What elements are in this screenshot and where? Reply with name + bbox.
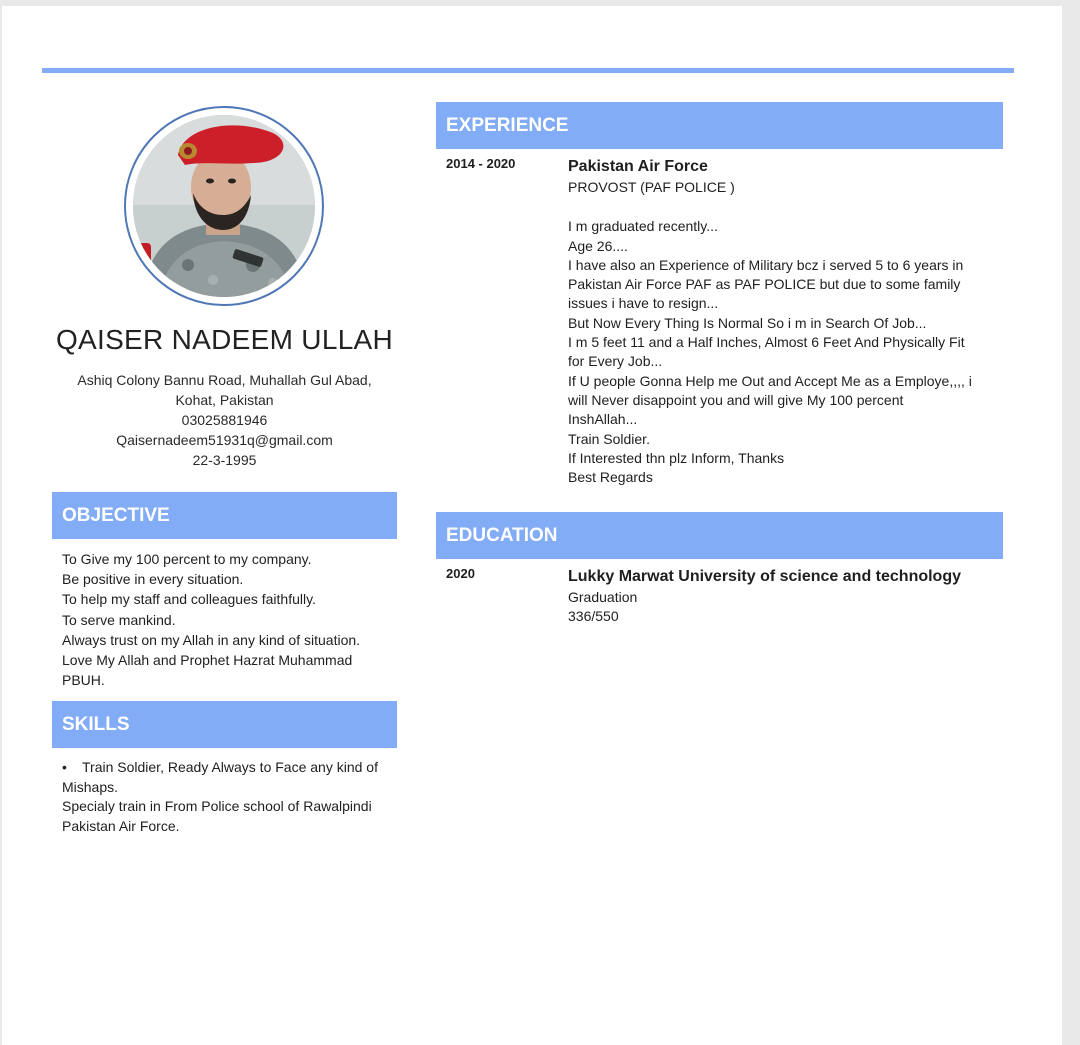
skill-line: Pakistan Air Force. [62,817,180,834]
bullet-icon: • [62,759,67,775]
experience-entry [436,156,1003,487]
description-line: will Never disappoint you and will give My 100 percent [568,391,904,408]
objective-line: Love My Allah and Prophet Hazrat Muhammad [62,652,353,669]
experience-detail [568,156,1003,487]
profile-photo [133,115,315,297]
experience-organization: Pakistan Air Force [568,158,708,175]
experience-description [568,217,1003,487]
education-institution: Lukky Marwat University of science and technology [568,568,961,585]
description-line: But Now Every Thing Is Normal So i m in Search Of Job... [568,314,927,331]
objective-heading: OBJECTIVE [52,492,397,539]
profile-photo-frame [124,106,324,306]
skills-section [52,701,397,836]
description-line: I m graduated recently... [568,218,718,235]
objective-line: To help my staff and colleagues faithfully. [62,591,316,608]
skill-line: Train Soldier, Ready Always to Face any kind of [82,759,378,775]
education-entry [436,566,1003,627]
experience-role: PROVOST (PAF POLICE ) [568,179,735,195]
objective-line: To Give my 100 percent to my company. [62,551,312,567]
skill-line: Specialy train in From Police school of Rawalpindi [62,798,372,814]
top-divider [42,68,1014,73]
description-line: Best Regards [568,469,653,486]
profile-photo-image [133,115,315,297]
date-of-birth: 22-3-1995 [192,452,257,468]
address-line-1: Ashiq Colony Bannu Road, Muhallah Gul Abad, [77,372,372,388]
description-line: Train Soldier. [568,430,650,447]
objective-line: To serve mankind. [62,611,176,628]
description-line: Age 26.... [568,237,628,254]
description-line: issues i have to resign... [568,295,719,312]
education-degree: Graduation [568,589,638,605]
skill-line: Mishaps. [62,778,119,795]
description-line: for Every Job... [568,353,663,370]
education-section [436,512,1003,627]
right-column [436,102,1003,625]
description-line: Pakistan Air Force PAF as PAF POLICE but due to some family [568,276,961,293]
phone-number: 03025881946 [181,412,268,428]
description-line: If U people Gonna Help me Out and Accept Me as a Employe,,,, i [568,372,972,389]
objective-line: PBUH. [62,672,105,689]
description-line: InshAllah... [568,411,638,428]
objective-line: Be positive in every situation. [62,571,244,588]
education-date: 2020 [446,566,475,581]
candidate-name: QAISER NADEEM ULLAH [55,324,394,355]
description-line: I have also an Experience of Military bcz i served 5 to 6 years in [568,256,964,273]
address-line-2: Kohat, Pakistan [175,392,274,408]
contact-block [52,370,397,470]
description-line: If Interested thn plz Inform, Thanks [568,449,785,466]
education-detail [568,566,1003,627]
skills-heading: SKILLS [52,701,397,748]
skills-list [52,748,397,836]
experience-date: 2014 - 2020 [446,156,516,171]
education-heading: EDUCATION [436,512,1003,559]
objective-list [52,539,397,690]
education-marks: 336/550 [568,608,619,625]
email-address: Qaisernadeem51931q@gmail.com [116,432,333,448]
resume-page [2,6,1062,1045]
experience-heading: EXPERIENCE [436,102,1003,149]
objective-line: Always trust on my Allah in any kind of situation. [62,631,361,648]
description-line: I m 5 feet 11 and a Half Inches, Almost 6 Feet And Physically Fit [568,334,965,351]
skill-item [62,758,389,778]
objective-section [52,492,397,690]
